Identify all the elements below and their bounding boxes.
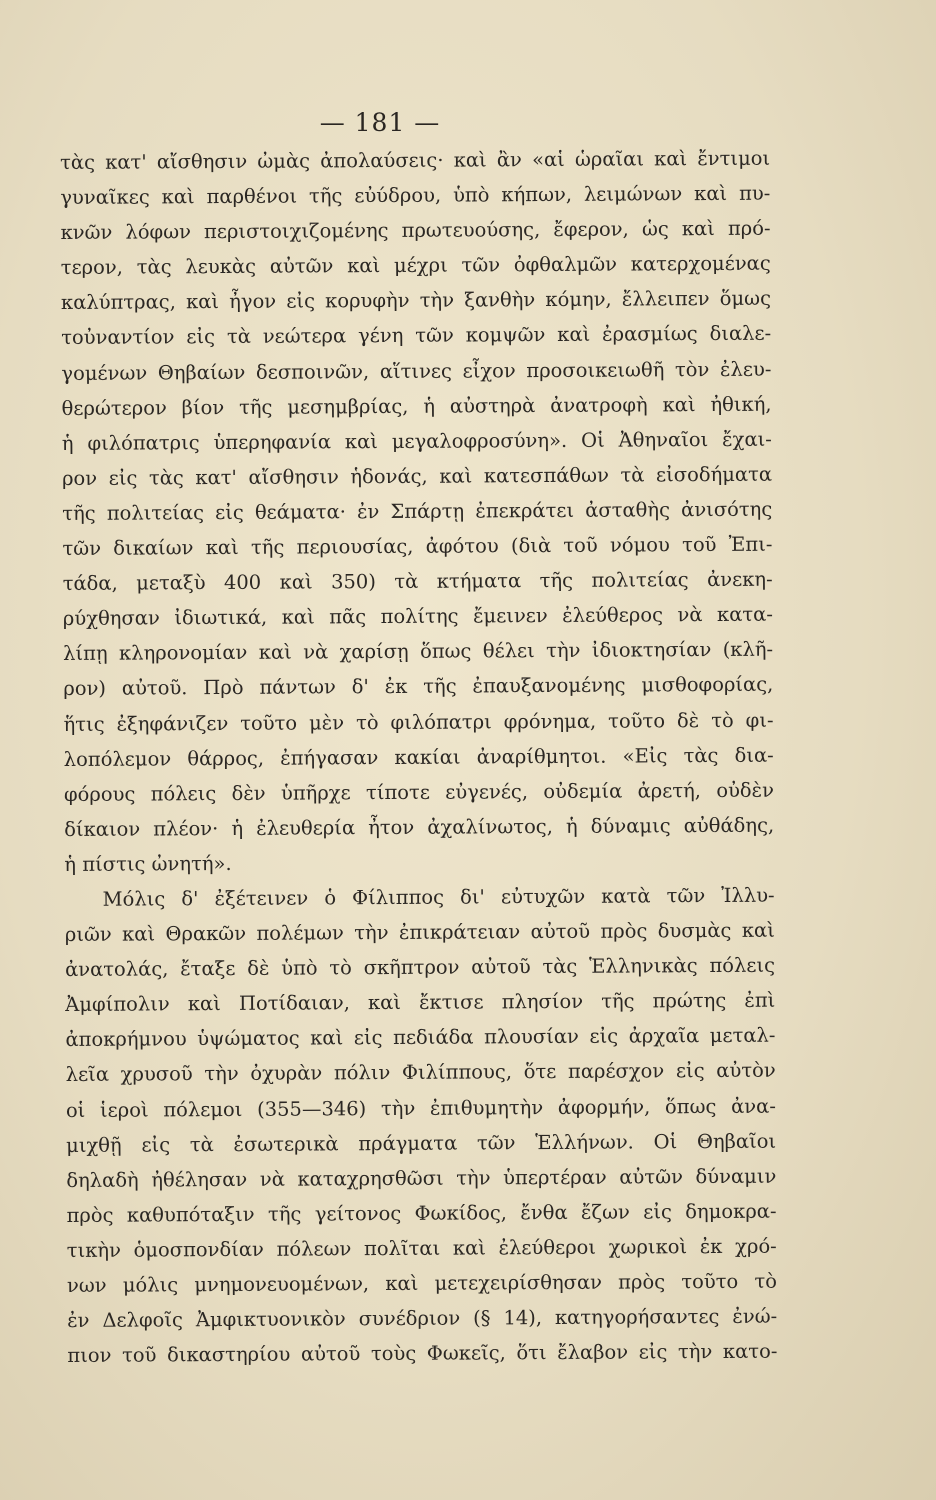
page-number: — 181 — bbox=[319, 108, 441, 137]
text-line: γομένων Θηβαίων δεσποινῶν, αἵτινες εἶχον προσοικειωθῆ τὸν ἐλευ- bbox=[61, 357, 772, 385]
text-line: τῆς πολιτείας εἰς θεάματα· ἐν Σπάρτῃ ἐπεκράτει ἀσταθὴς ἀνισότης bbox=[62, 497, 773, 525]
text-line: ριῶν καὶ Θρακῶν πολέμων τὴν ἐπικράτειαν αὐτοῦ πρὸς δυσμὰς καὶ bbox=[64, 918, 775, 947]
body-text bbox=[60, 141, 777, 1374]
text-line: τάδα, μεταξὺ 400 καὶ 350) τὰ κτήματα τῆς πολιτείας ἀνεκη- bbox=[62, 567, 773, 596]
text-line: ἡ πίστις ὠνητή». bbox=[64, 851, 232, 876]
text-line: λοπόλεμον θάρρος, ἐπήγασαν κακίαι ἀναρίθμητοι. «Εἰς τὰς δια- bbox=[63, 743, 774, 771]
text-line: οἱ ἱεροὶ πόλεμοι (355—346) τὴν ἐπιθυμητὴν ἀφορμήν, ὅπως ἀνα- bbox=[65, 1094, 776, 1122]
text-line: τερον, τὰς λευκὰς αὐτῶν καὶ μέχρι τῶν ὀφθαλμῶν κατερχομένας bbox=[60, 251, 771, 280]
text-line: ἀνατολάς, ἔταξε δὲ ὑπὸ τὸ σκῆπτρον αὐτοῦ τὰς Ἑλληνικὰς πόλεις bbox=[64, 953, 776, 982]
text-line: ἡ φιλόπατρις ὑπερηφανία καὶ μεγαλοφροσύνη». Οἱ Ἀθηναῖοι ἔχαι- bbox=[61, 427, 772, 455]
text-line: λεῖα χρυσοῦ τὴν ὀχυρὰν πόλιν Φιλίππους, ὅτε παρέσχον εἰς αὐτὸν bbox=[65, 1059, 776, 1087]
text-line: τὰς κατ' αἴσθησιν ὠμὰς ἀπολαύσεις· καὶ ἂν «αἱ ὡραῖαι καὶ ἔντιμοι bbox=[60, 146, 771, 174]
text-line: μιχθῇ εἰς τὰ ἐσωτερικὰ πράγματα τῶν Ἑλλήνων. Οἱ Θηβαῖοι bbox=[66, 1129, 777, 1157]
text-line: ἀποκρήμνου ὑψώματος καὶ εἰς πεδιάδα πλουσίαν εἰς ἀρχαῖα μεταλ- bbox=[65, 1023, 776, 1052]
text-line: τικὴν ὁμοσπονδίαν πόλεων πολῖται καὶ ἐλεύθεροι χωρικοὶ ἐκ χρό- bbox=[66, 1234, 777, 1262]
text-line: πιον τοῦ δικαστηρίου αὐτοῦ τοὺς Φωκεῖς, ὅτι ἔλαβον εἰς τὴν κατο- bbox=[67, 1339, 778, 1368]
text-line: δίκαιον πλέον· ἡ ἐλευθερία ἦτον ἀχαλίνωτος, ἡ δύναμις αὐθάδης, bbox=[64, 813, 775, 841]
text-line: τῶν δικαίων καὶ τῆς περιουσίας, ἀφότου (διὰ τοῦ νόμου τοῦ Ἐπι- bbox=[62, 532, 773, 561]
text-line: θερώτερον βίον τῆς μεσημβρίας, ἡ αὐστηρὰ ἀνατροφὴ καὶ ἠθική, bbox=[61, 392, 772, 420]
text-line: ρύχθησαν ἰδιωτικά, καὶ πᾶς πολίτης ἔμεινεν ἐλεύθερος νὰ κατα- bbox=[62, 602, 773, 631]
text-line: ρον εἰς τὰς κατ' αἴσθησιν ἡδονάς, καὶ κατεσπάθων τὰ εἰσοδήματα bbox=[61, 462, 773, 490]
text-line: δηλαδὴ ἠθέλησαν νὰ καταχρησθῶσι τὴν ὑπερτέραν αὐτῶν δύναμιν bbox=[66, 1164, 777, 1192]
text-line: ἥτις ἐξηφάνιζεν τοῦτο μὲν τὸ φιλόπατρι φρόνημα, τοῦτο δὲ τὸ φι- bbox=[63, 708, 774, 736]
text-line: Ἀμφίπολιν καὶ Ποτίδαιαν, καὶ ἔκτισε πλησίον τῆς πρώτης ἐπὶ bbox=[65, 988, 776, 1017]
text-line: ρον) αὐτοῦ. Πρὸ πάντων δ' ἐκ τῆς ἐπαυξανομένης μισθοφορίας, bbox=[63, 673, 774, 701]
text-line: λίπῃ κληρονομίαν καὶ νὰ χαρίσῃ ὅπως θέλει τὴν ἰδιοκτησίαν (κλῆ- bbox=[63, 637, 774, 666]
text-line: γυναῖκες καὶ παρθένοι τῆς εὐύδρου, ὑπὸ κήπων, λειμώνων καὶ πυ- bbox=[60, 181, 771, 210]
text-line: τοὐναντίον εἰς τὰ νεώτερα γένη τῶν κομψῶν καὶ ἐρασμίως διαλε- bbox=[61, 322, 772, 350]
paragraph-start-line: Μόλις δ' ἐξέτεινεν ὁ Φίλιππος δι' εὐτυχῶν κατὰ τῶν Ἰλλυ- bbox=[102, 883, 775, 911]
text-line: ἐν Δελφοῖς Ἀμφικτυονικὸν συνέδριον (§ 14), κατηγορήσαντες ἐνώ- bbox=[67, 1304, 778, 1333]
text-line: πρὸς καθυπόταξιν τῆς γείτονος Φωκίδος, ἔνθα ἔζων εἰς δημοκρα- bbox=[66, 1199, 777, 1227]
text-line: καλύπτρας, καὶ ἦγον εἰς κορυφὴν τὴν ξανθὴν κόμην, ἔλλειπεν ὅμως bbox=[60, 287, 772, 315]
text-line: νων μόλις μνημονευομένων, καὶ μετεχειρίσθησαν πρὸς τοῦτο τὸ bbox=[66, 1269, 778, 1297]
text-line: φόρους πόλεις δὲν ὑπῆρχε τίποτε εὐγενές, οὐδεμία ἀρετή, οὐδὲν bbox=[63, 778, 775, 806]
text-line: κνῶν λόφων περιστοιχιζομένης πρωτευούσης, ἔφερον, ὡς καὶ πρό- bbox=[60, 216, 771, 245]
